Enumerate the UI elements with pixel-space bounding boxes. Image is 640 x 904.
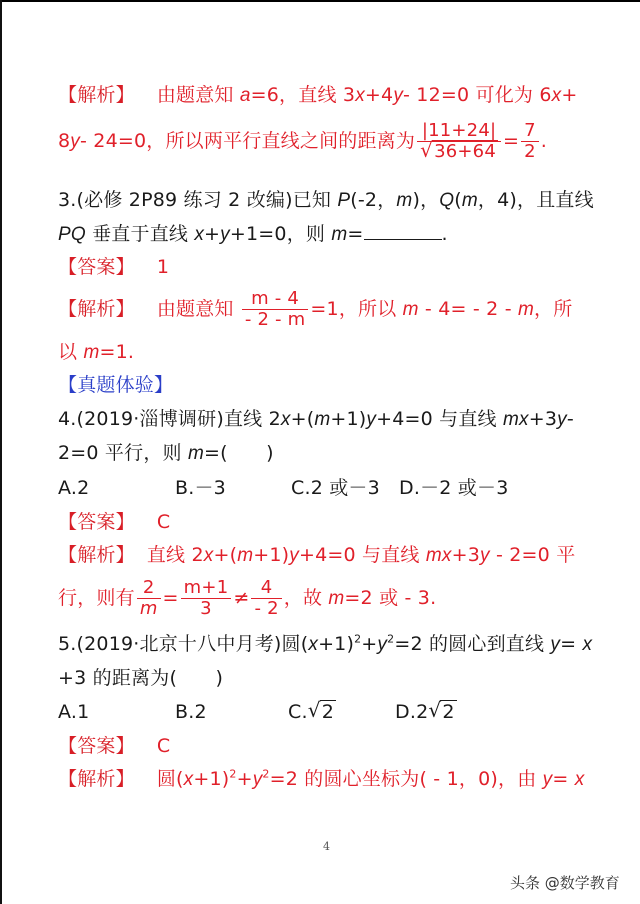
fraction-2-over-m: $\frac{2}{m}$	[137, 578, 161, 619]
analysis-label: 【解析】	[58, 768, 135, 790]
q5-option-d: D.2 √ 2	[395, 698, 455, 723]
q4-answer: 【答案】 C	[58, 511, 171, 533]
answer-blank	[364, 223, 442, 240]
answer-label: 【答案】	[58, 735, 135, 757]
fraction-4-over-neg2: $\frac{4}{- 2}$	[251, 578, 281, 619]
q4-option-b: B.－3	[175, 477, 226, 499]
analysis-label: 【解析】	[58, 84, 135, 106]
analysis-label: 【解析】	[58, 544, 135, 566]
sqrt-symbol: √ 36+64	[420, 138, 496, 162]
result-fraction: $\frac{7}{2}$	[521, 121, 539, 162]
q3-line-2: PQ 垂直于直线 x+y+1=0，则 m= .	[58, 223, 448, 245]
section-header-real-exam: 【真题体验】	[58, 374, 174, 396]
distance-fraction: |11+24| √ 36+64	[417, 121, 501, 162]
q5-line-1: 5.(2019·北京十八中月考)圆$(x+1)^2+y^2=2$ 的圆心到直线 y= x	[58, 632, 593, 655]
q5-option-a: A.1	[58, 701, 90, 723]
q3-line-1: 3.(必修 2P89 练习 2 改编)已知 P(-2，m)，Q(m，4)，且直线	[58, 189, 594, 211]
q5-option-c: C. √ 2	[288, 698, 335, 723]
watermark: 头条 @数学教育	[510, 874, 620, 892]
q3-analysis-line-1: 【解析】 由题意知 $\frac{m - 4}{- 2 - m}$ =1，所以 m - 4= - 2 - m，所	[58, 288, 573, 330]
q4-option-a: A.2	[58, 477, 90, 499]
q4-analysis-line-2: 行，则有 $\frac{2}{m}$ = $\frac{m+1}{3}$ ≠ $\frac{4}{- 2}$ ，故 m=2 或 - 3.	[58, 577, 437, 619]
q5-options	[58, 700, 457, 724]
page-border-left	[0, 0, 2, 904]
q5-line-2: +3 的距离为( )	[58, 667, 224, 689]
prev-analysis-line-2: 8y- 24=0，所以两平行直线之间的距离为 |11+24| √ 36+64 = $\frac{7}{2}$ .	[58, 120, 548, 162]
sqrt-symbol: √ 2	[428, 698, 455, 723]
q5-option-b: B.2	[175, 701, 207, 723]
q4-analysis-line-1: 【解析】 直线 2x+(m+1)y+4=0 与直线 mx+3y - 2=0 平	[58, 544, 576, 566]
answer-label: 【答案】	[58, 256, 135, 278]
analysis-label: 【解析】	[58, 298, 135, 320]
fraction-m-plus-1-over-3: $\frac{m+1}{3}$	[181, 578, 232, 619]
q4-options	[58, 476, 509, 500]
prev-analysis-line-1: 【解析】 由题意知 a=6，直线 3x+4y- 12=0 可化为 6x+	[58, 84, 578, 106]
answer-label: 【答案】	[58, 511, 135, 533]
page-border-top	[0, 0, 640, 2]
q4-option-c: C.2 或－3	[291, 477, 380, 499]
q3-analysis-line-2: 以 m=1.	[58, 341, 135, 363]
q5-answer: 【答案】 C	[58, 735, 171, 757]
page-number: 4	[323, 840, 330, 853]
q4-line-1: 4.(2019·淄博调研)直线 2x+(m+1)y+4=0 与直线 mx+3y-	[58, 408, 574, 430]
sqrt-symbol: √ 2	[307, 698, 335, 723]
q3-answer: 【答案】 1	[58, 256, 170, 278]
q4-option-d: D.－2 或－3	[399, 477, 509, 499]
q4-line-2: 2=0 平行，则 m=( )	[58, 442, 274, 464]
q5-analysis-line-1: 【解析】 圆$(x+1)^2+y^2=2$ 的圆心坐标为( - 1，0)，由 y= x	[58, 767, 585, 790]
slope-fraction: $\frac{m - 4}{- 2 - m}$	[242, 289, 309, 330]
